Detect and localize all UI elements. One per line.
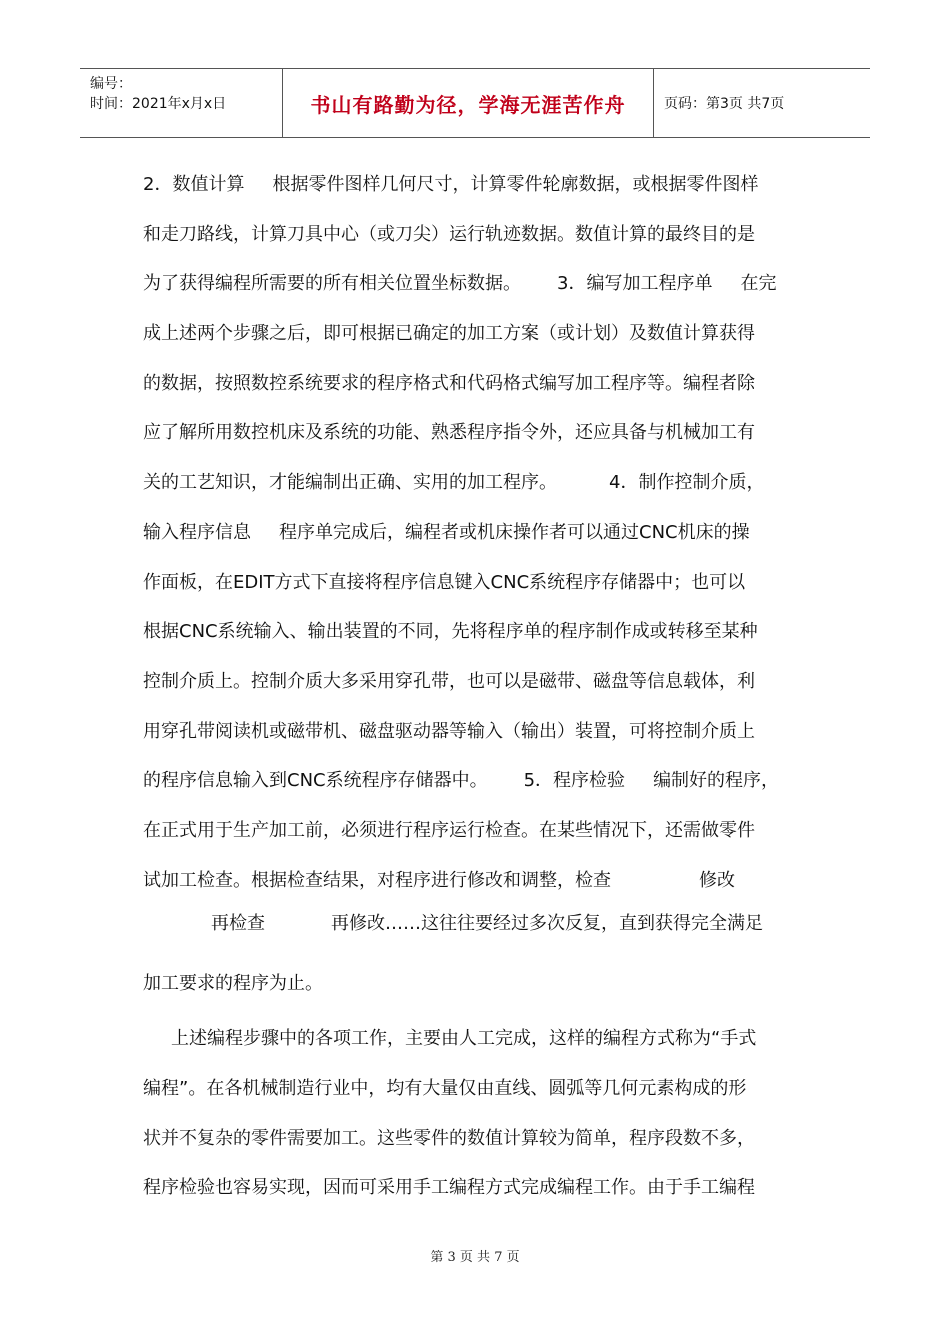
page-footer: 第 3 页 共 7 页 — [430, 1250, 520, 1265]
section-heading: 2．数值计算 — [143, 174, 245, 195]
text-line: 控制介质上。控制介质大多采用穿孔带，也可以是磁带、磁盘等信息载体，利 — [143, 670, 755, 692]
doc-time-label: 时间：2021年x月x日 — [90, 96, 227, 112]
text-line: 为了获得编程所需要的所有相关位置坐标数据。 3．编写加工程序单 在完 — [143, 273, 777, 295]
text-line: 编程”。在各机械制造行业中，均有大量仅由直线、圆弧等几何元素构成的形 — [143, 1078, 747, 1099]
text-line: 上述编程步骤中的各项工作，主要由人工完成，这样的编程方式称为“手式 — [171, 1028, 757, 1050]
text-line: 在正式用于生产加工前，必须进行程序运行检查。在某些情况下，还需做零件 — [143, 819, 755, 841]
page-header — [80, 68, 870, 138]
text-line: 2．数值计算 根据零件图样几何尺寸，计算零件轮廓数据，或根据零件图样 — [143, 174, 759, 195]
text-line: 程序检验也容易实现，因而可采用手工编程方式完成编程工作。由于手工编程 — [143, 1177, 755, 1199]
doc-number-label: 编号： — [90, 76, 132, 92]
section-heading: 3．编写加工程序单 — [557, 273, 713, 295]
section-heading: 输入程序信息 — [143, 521, 251, 543]
text-line: 和走刀路线，计算刀具中心（或刀尖）运行轨迹数据。数值计算的最终目的是 — [143, 223, 755, 245]
text-line: 的程序信息输入到CNC系统程序存储器中。 5．程序检验 编制好的程序， — [143, 770, 780, 792]
text-line: 关的工艺知识，才能编制出正确、实用的加工程序。 4．制作控制介质， — [143, 472, 765, 494]
text-line: 状并不复杂的零件需要加工。这些零件的数值计算较为简单，程序段数不多， — [143, 1127, 755, 1149]
text-line: 成上述两个步骤之后，即可根据已确定的加工方案（或计划）及数值计算获得 — [143, 323, 755, 345]
section-heading: 5．程序检验 — [523, 770, 626, 792]
text-line: 应了解所用数控机床及系统的功能、熟悉程序指令外，还应具备与机械加工有 — [143, 422, 755, 444]
text-line: 加工要求的程序为止。 — [143, 973, 323, 995]
text-line: 再检查 再修改……这往往要经过多次反复，直到获得完全满足 — [211, 913, 763, 935]
text-line: 用穿孔带阅读机或磁带机、磁盘驱动器等输入（输出）装置，可将控制介质上 — [143, 720, 755, 742]
text-line: 试加工检查。根据检查结果，对程序进行修改和调整，检查 修改 — [143, 869, 735, 891]
header-page-label: 页码：第3页 共7页 — [664, 96, 785, 112]
document-body — [143, 160, 813, 1213]
section-heading: 4．制作控制介质， — [609, 472, 765, 494]
header-motto: 书山有路勤为径，学海无涯苦作舟 — [310, 92, 626, 117]
text-line: 根据CNC系统输入、输出装置的不同，先将程序单的程序制作成或转移至某种 — [143, 621, 758, 643]
text-line: 的数据，按照数控系统要求的程序格式和代码格式编写加工程序等。编程者除 — [143, 372, 755, 394]
text-line: 作面板，在EDIT方式下直接将程序信息键入CNC系统程序存储器中；也可以 — [143, 571, 746, 593]
header-divider — [653, 69, 654, 137]
text-line: 输入程序信息 程序单完成后，编程者或机床操作者可以通过CNC机床的操 — [143, 521, 750, 543]
